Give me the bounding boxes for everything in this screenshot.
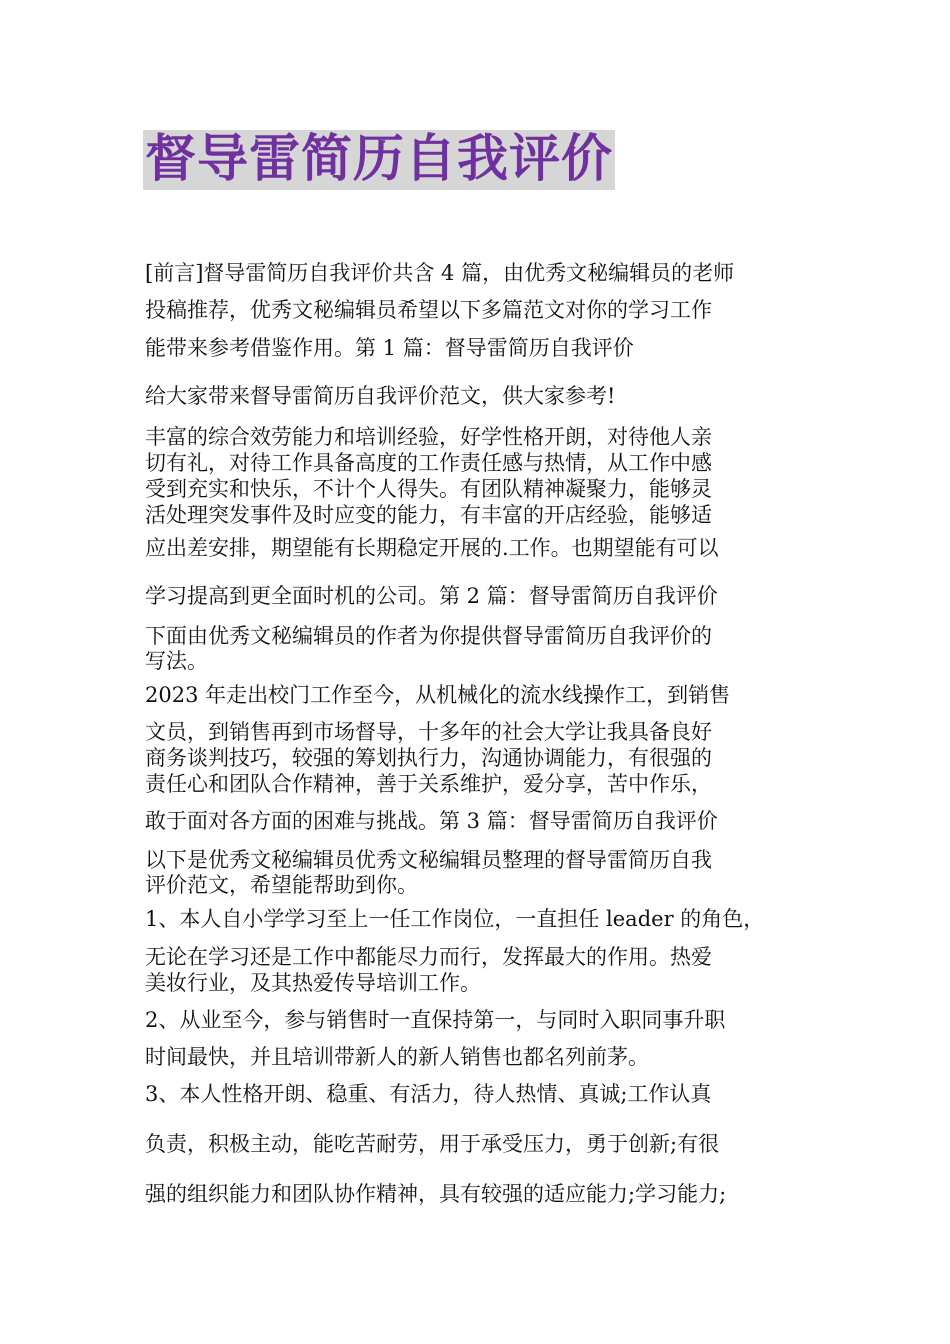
body-line: 评价范文，希望能帮助到你。 [145, 873, 418, 897]
body-line: 责任心和团队合作精神，善于关系维护，爱分享，苦中作乐， [145, 772, 712, 796]
body-line: 应出差安排，期望能有长期稳定开展的.工作。也期望能有可以 [145, 536, 719, 560]
body-line: 商务谈判技巧，较强的筹划执行力，沟通协调能力，有很强的 [145, 746, 712, 770]
body-line: 时间最快，并且培训带新人的新人销售也都名列前茅。 [145, 1045, 649, 1069]
body-line: 受到充实和快乐，不计个人得失。有团队精神凝聚力，能够灵 [145, 477, 712, 501]
body-line: 以下是优秀文秘编辑员优秀文秘编辑员整理的督导雷简历自我 [145, 848, 712, 872]
body-line: 2023 年走出校门工作至今，从机械化的流水线操作工，到销售 [145, 683, 731, 707]
document-title: 督导雷简历自我评价 [145, 130, 614, 189]
body-line: 丰富的综合效劳能力和培训经验，好学性格开朗，对待他人亲 [145, 425, 712, 449]
body-line: 投稿推荐，优秀文秘编辑员希望以下多篇范文对你的学习工作 [145, 298, 712, 322]
body-line: 下面由优秀文秘编辑员的作者为你提供督导雷简历自我评价的 [145, 624, 712, 648]
body-line: 敢于面对各方面的困难与挑战。第 3 篇：督导雷简历自我评价 [145, 809, 718, 833]
body-line: 能带来参考借鉴作用。第 1 篇：督导雷简历自我评价 [145, 336, 634, 360]
body-line: 给大家带来督导雷简历自我评价范文，供大家参考! [145, 384, 616, 408]
body-line: 2、从业至今，参与销售时一直保持第一，与同时入职同事升职 [145, 1008, 726, 1032]
body-line: 学习提高到更全面时机的公司。第 2 篇：督导雷简历自我评价 [145, 584, 718, 608]
body-line: 3、本人性格开朗、稳重、有活力，待人热情、真诚;工作认真 [145, 1082, 712, 1106]
body-line: 1、本人自小学学习至上一任工作岗位，一直担任 leader 的角色， [145, 907, 765, 931]
body-line: [前言]督导雷简历自我评价共含 4 篇，由优秀文秘编辑员的老师 [145, 261, 735, 285]
body-line: 负责，积极主动，能吃苦耐劳，用于承受压力，勇于创新;有很 [145, 1132, 720, 1156]
body-line: 无论在学习还是工作中都能尽力而行，发挥最大的作用。热爱 [145, 945, 712, 969]
body-line: 强的组织能力和团队协作精神，具有较强的适应能力;学习能力; [145, 1182, 727, 1206]
body-line: 切有礼，对待工作具备高度的工作责任感与热情，从工作中感 [145, 451, 712, 475]
body-line: 活处理突发事件及时应变的能力，有丰富的开店经验，能够适 [145, 503, 712, 527]
body-line: 美妆行业，及其热爱传导培训工作。 [145, 971, 481, 995]
body-line: 文员，到销售再到市场督导，十多年的社会大学让我具备良好 [145, 720, 712, 744]
body-line: 写法。 [145, 649, 208, 673]
